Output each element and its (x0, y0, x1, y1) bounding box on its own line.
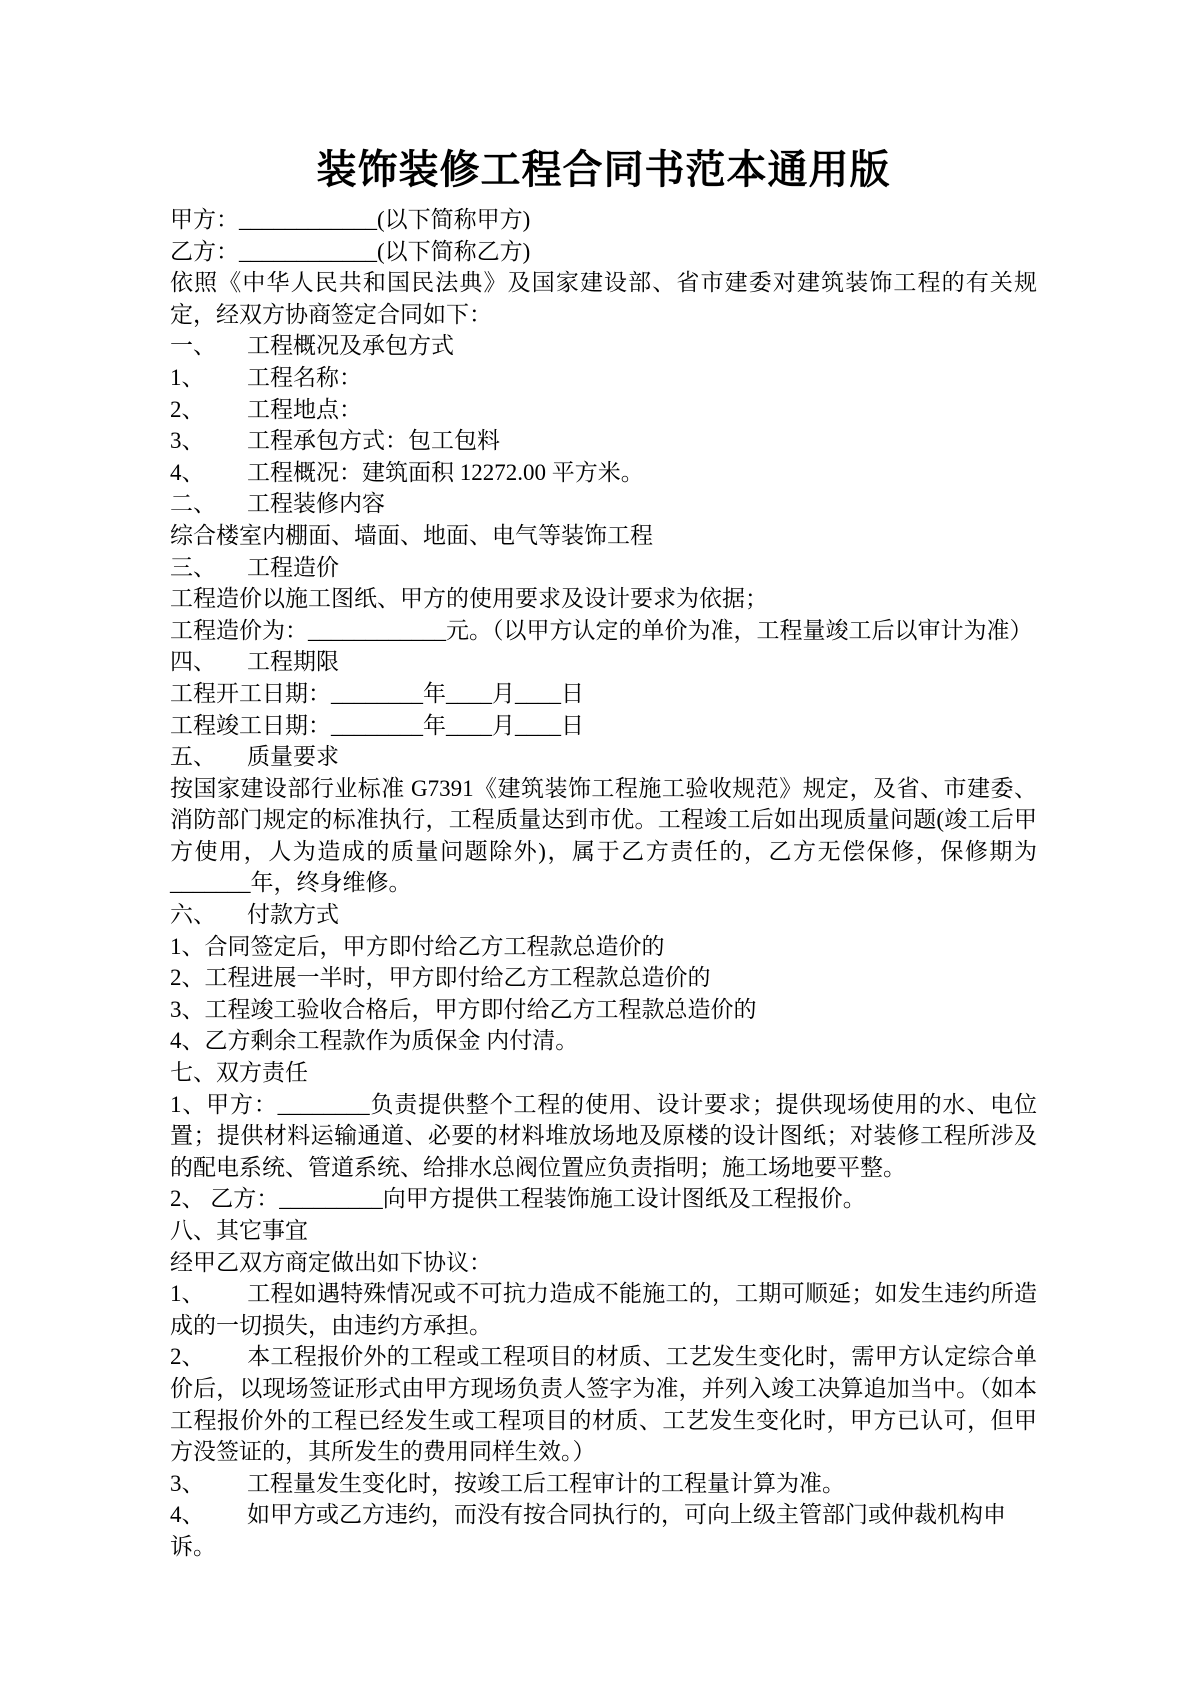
contract-paragraph (170, 267, 1037, 330)
paragraph-text: 工程期限 (247, 649, 339, 675)
paragraph-text: 甲方：____________(以下简称甲方) (170, 207, 531, 232)
list-marker: 4、 (170, 1502, 205, 1528)
paragraph-text: 综合楼室内棚面、墙面、地面、电气等装饰工程 (170, 522, 653, 548)
paragraph-text: 工程概况：建筑面积 12272.00 平方米。 (247, 459, 644, 485)
contract-paragraph (170, 394, 1037, 426)
list-marker: 2、 (170, 396, 205, 422)
paragraph-text: 工程概况及承包方式 (247, 333, 454, 359)
list-marker: 1、 (170, 1281, 205, 1307)
contract-paragraph (170, 204, 1037, 236)
contract-paragraph (170, 488, 1037, 520)
contract-paragraph (170, 425, 1037, 457)
paragraph-text: 2、工程进展一半时，甲方即付给乙方工程款总造价的 (170, 965, 711, 991)
contract-body (170, 204, 1037, 1563)
paragraph-text: 工程名称： (247, 364, 362, 390)
list-marker: 2、 (170, 1344, 205, 1370)
contract-paragraph (170, 615, 1037, 647)
contract-paragraph (170, 520, 1037, 552)
contract-paragraph (170, 1025, 1037, 1057)
contract-paragraph (170, 710, 1037, 742)
paragraph-text: 质量要求 (247, 744, 339, 770)
paragraph-text: 依照《中华人民共和国民法典》及国家建设部、省市建委对建筑装饰工程的有关规定，经双方协商签定合同如下： (170, 270, 1037, 327)
contract-paragraph (170, 962, 1037, 994)
document-title: 装饰装修工程合同书范本通用版 (316, 147, 891, 192)
list-marker: 1、 (170, 364, 205, 390)
contract-paragraph (170, 1341, 1037, 1467)
paragraph-text: 3、工程竣工验收合格后，甲方即付给乙方工程款总造价的 (170, 996, 757, 1022)
paragraph-text: 1、甲方：________负责提供整个工程的使用、设计要求；提供现场使用的水、电位置；提供材料运输通道、必要的材料堆放场地及原楼的设计图纸；对装修工程所涉及的配电系统、管道系统、给排水总阀位置应负责指明；施工场地要平整。 (170, 1091, 1037, 1180)
contract-paragraph (170, 1278, 1037, 1341)
paragraph-text: 付款方式 (247, 902, 339, 928)
contract-paragraph (170, 330, 1037, 362)
contract-paragraph (170, 899, 1037, 931)
contract-paragraph (170, 583, 1037, 615)
paragraph-text: 经甲乙双方商定做出如下协议： (170, 1249, 492, 1275)
contract-paragraph (170, 646, 1037, 678)
contract-paragraph (170, 1183, 1037, 1215)
contract-paragraph (170, 931, 1037, 963)
list-marker: 3、 (170, 428, 205, 454)
list-marker: 五、 (170, 744, 216, 770)
paragraph-text: 工程地点： (247, 396, 362, 422)
paragraph-text: 2、 乙方：_________向甲方提供工程装饰施工设计图纸及工程报价。 (170, 1186, 866, 1212)
list-marker: 四、 (170, 649, 216, 675)
paragraph-text: 工程造价 (247, 554, 339, 580)
list-marker: 4、 (170, 459, 205, 485)
list-marker: 六、 (170, 902, 216, 928)
paragraph-text: 1、合同签定后，甲方即付给乙方工程款总造价的 (170, 933, 665, 959)
list-marker: 3、 (170, 1470, 205, 1496)
paragraph-text: 工程造价为：____________元。（以甲方认定的单价为准，工程量竣工后以审计为准） (170, 617, 1033, 643)
contract-paragraph (170, 1057, 1037, 1089)
paragraph-text: 工程如遇特殊情况或不可抗力造成不能施工的，工期可顺延；如发生违约所造成的一切损失，由违约方承担。 (170, 1281, 1037, 1338)
paragraph-text: 工程开工日期：________年____月____日 (170, 680, 584, 706)
contract-paragraph (170, 1468, 1037, 1500)
list-marker: 二、 (170, 491, 216, 517)
contract-paragraph (170, 773, 1037, 899)
contract-paragraph (170, 362, 1037, 394)
paragraph-text: 工程装修内容 (247, 491, 385, 517)
contract-paragraph (170, 457, 1037, 489)
contract-paragraph (170, 1499, 1037, 1562)
contract-paragraph (170, 1247, 1037, 1279)
paragraph-text: 工程量发生变化时，按竣工后工程审计的工程量计算为准。 (247, 1470, 845, 1496)
list-marker: 一、 (170, 333, 216, 359)
contract-paragraph (170, 741, 1037, 773)
list-marker: 三、 (170, 554, 216, 580)
paragraph-text: 4、乙方剩余工程款作为质保金 内付清。 (170, 1028, 579, 1054)
paragraph-text: 乙方：____________(以下简称乙方) (170, 238, 531, 264)
paragraph-text: 工程竣工日期：________年____月____日 (170, 712, 584, 738)
contract-paragraph (170, 236, 1037, 268)
contract-paragraph (170, 678, 1037, 710)
contract-paragraph (170, 994, 1037, 1026)
paragraph-text: 本工程报价外的工程或工程项目的材质、工艺发生变化时，需甲方认定综合单价后，以现场签证形式由甲方现场负责人签字为准，并列入竣工决算追加当中。（如本工程报价外的工程已经发生或工程项目的材质、工艺发生变化时，甲方已认可，但甲方没签证的，其所发生的费用同样生效。） (170, 1344, 1037, 1465)
paragraph-text: 工程造价以施工图纸、甲方的使用要求及设计要求为依据； (170, 586, 768, 612)
paragraph-text: 工程承包方式：包工包料 (247, 428, 500, 454)
paragraph-text: 八、其它事宜 (170, 1218, 308, 1243)
paragraph-text: 七、双方责任 (170, 1060, 308, 1086)
contract-paragraph (170, 552, 1037, 584)
contract-paragraph (170, 1215, 1037, 1247)
paragraph-text: 如甲方或乙方违约，而没有按合同执行的，可向上级主管部门或仲裁机构申诉。 (170, 1502, 1006, 1559)
contract-paragraph (170, 1089, 1037, 1184)
paragraph-text: 按国家建设部行业标准 G7391《建筑装饰工程施工验收规范》规定，及省、市建委、消防部门规定的标准执行，工程质量达到市优。工程竣工后如出现质量问题(竣工后甲方使用，人为造成的质量问题除外)，属于乙方责任的，乙方无偿保修，保修期为_______年，终身维修。 (170, 775, 1037, 896)
